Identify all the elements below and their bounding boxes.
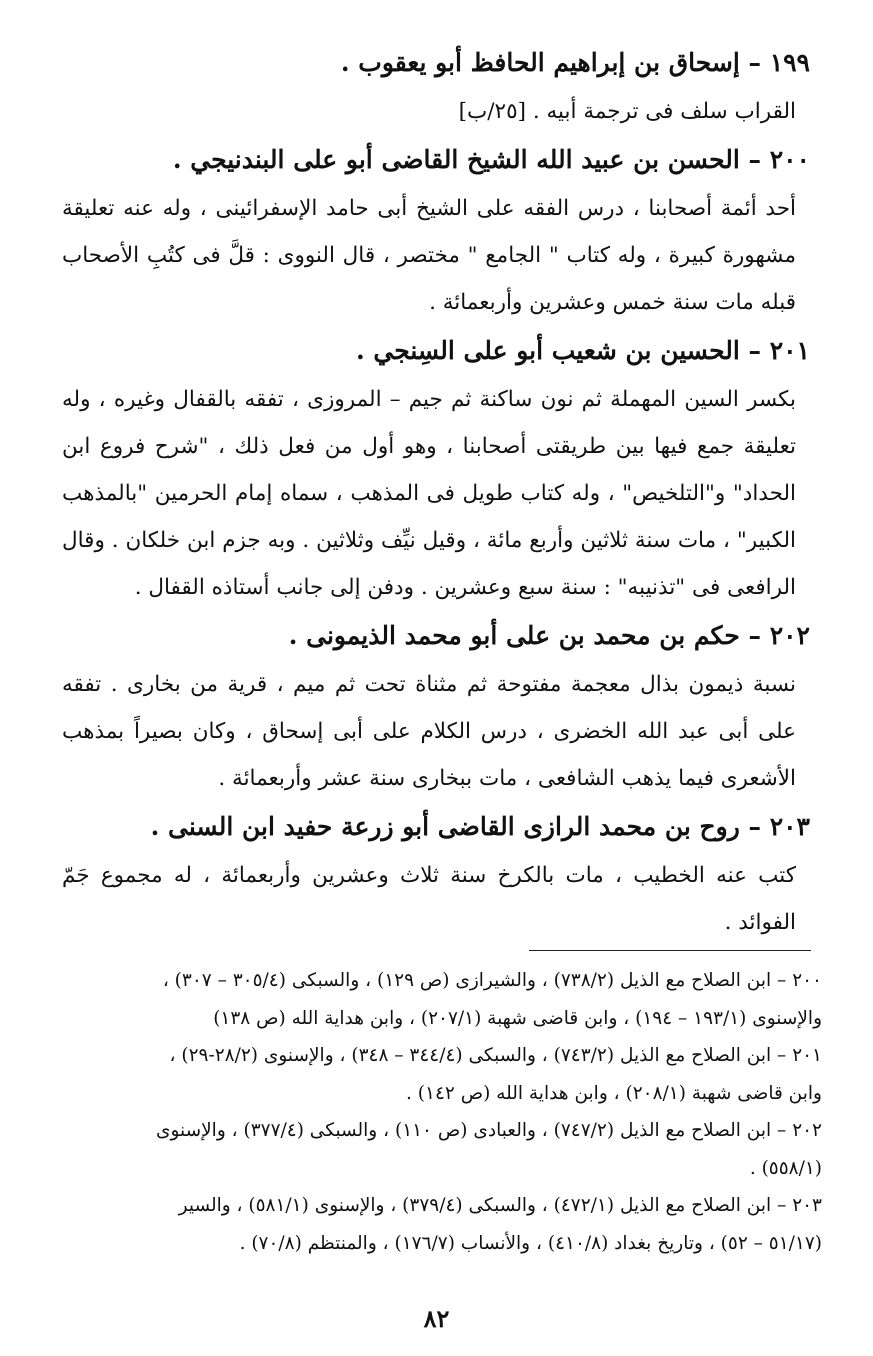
footnote-line: ٢٠٠ – ابن الصلاح مع الذيل (٧٣٨/٢) ، والشيرازى (ص ١٢٩) ، والسبكى (٣٠٥/٤ – ٣٠٧) ، — [162, 970, 822, 991]
footnote-line: ٢٠١ – ابن الصلاح مع الذيل (٧٤٣/٢) ، والسبكى (٣٤٤/٤ – ٣٤٨) ، والإسنوى (٢٨/٢-٢٩) ، — [169, 1045, 822, 1066]
entry-body-202: نسبة ذيمون بذال معجمة مفتوحة ثم مثناة تحت ثم ميم ، قرية من بخارى . تفقه على أبى عبد الله الخضرى ، درس الكلام على أبى إسحاق ، وكان بصيراً بمذهب الأشعرى فيما يذهب الشافعى ، مات ببخارى سنة عشر وأربعمائة . — [62, 672, 796, 791]
footnote-line: (٥٥٨/١) . — [749, 1157, 822, 1179]
footnote-line: ٢٠٣ – ابن الصلاح مع الذيل (٤٧٢/١) ، والسبكى (٣٧٩/٤) ، والإسنوى (٥٨١/١) ، والسير — [178, 1195, 822, 1216]
footnote-line: (٥١/١٧ – ٥٢) ، وتاريخ بغداد (٤١٠/٨) ، والأنساب (١٧٦/٧) ، والمنتظم (٧٠/٨) . — [239, 1232, 822, 1254]
footnote-line: ٢٠٢ – ابن الصلاح مع الذيل (٧٤٧/٢) ، والعبادى (ص ١١٠) ، والسبكى (٣٧٧/٤) ، والإسنوى — [156, 1120, 822, 1141]
entry-body-199: القراب سلف فى ترجمة أبيه . [٢٥/ب] — [458, 99, 796, 124]
page-number: ٨٢ — [423, 1304, 450, 1333]
footnote-separator — [529, 950, 811, 951]
entry-title-201: ٢٠١ – الحسين بن شعيب أبو على السِنجي . — [355, 336, 810, 365]
footnote-line: وابن قاضى شهبة (٢٠٨/١) ، وابن هداية الله (ص ١٤٢) . — [406, 1082, 822, 1104]
footnote-201 — [62, 1037, 822, 1112]
entry-body-203: كتب عنه الخطيب ، مات بالكرخ سنة ثلاث وعشرين وأربعمائة ، له مجموع جَمّ الفوائد . — [62, 863, 796, 935]
main-text — [62, 38, 810, 946]
footnote-line: والإسنوى (١٩٣/١ – ١٩٤) ، وابن قاضى شهبة (٢٠٧/١) ، وابن هداية الله (ص ١٣٨) — [213, 1007, 822, 1029]
entry-title-200: ٢٠٠ – الحسن بن عبيد الله الشيخ القاضى أبو على البندنيجي . — [172, 145, 810, 174]
footnotes — [62, 962, 822, 1262]
entry-title-202: ٢٠٢ – حكم بن محمد بن على أبو محمد الذيمونى . — [288, 621, 810, 650]
entry-title-203: ٢٠٣ – روح بن محمد الرازى القاضى أبو زرعة حفيد ابن السنى . — [150, 812, 810, 841]
footnote-200 — [62, 962, 822, 1037]
entry-body-200: أحد أئمة أصحابنا ، درس الفقه على الشيخ أبى حامد الإسفرائينى ، وله عنه تعليقة مشهورة كبيرة ، وله كتاب " الجامع " مختصر ، قال النووى : قلَّ فى كتُبِ الأصحاب قبله مات سنة خمس وعشرين وأربعمائة . — [62, 196, 796, 315]
footnote-202 — [62, 1112, 822, 1187]
entry-title-199: ١٩٩ – إسحاق بن إبراهيم الحافظ أبو يعقوب . — [340, 48, 810, 77]
footnote-203 — [62, 1187, 822, 1262]
entry-body-201: بكسر السين المهملة ثم نون ساكنة ثم جيم – المروزى ، تفقه بالقفال وغيره ، وله تعليقة جمع فيها بين طريقتى أصحابنا ، وهو أول من فعل ذلك ، "شرح فروع ابن الحداد" و"التلخيص" ، وله كتاب طويل فى المذهب ، سماه إمام الحرمين "بالمذهب الكبير" ، مات سنة ثلاثين وأربع مائة ، وقيل نيِّف وثلاثين . وبه جزم ابن خلكان . وقال الرافعى فى "تذنيبه" : سنة سبع وعشرين . ودفن إلى جانب أستاذه القفال . — [62, 387, 796, 600]
